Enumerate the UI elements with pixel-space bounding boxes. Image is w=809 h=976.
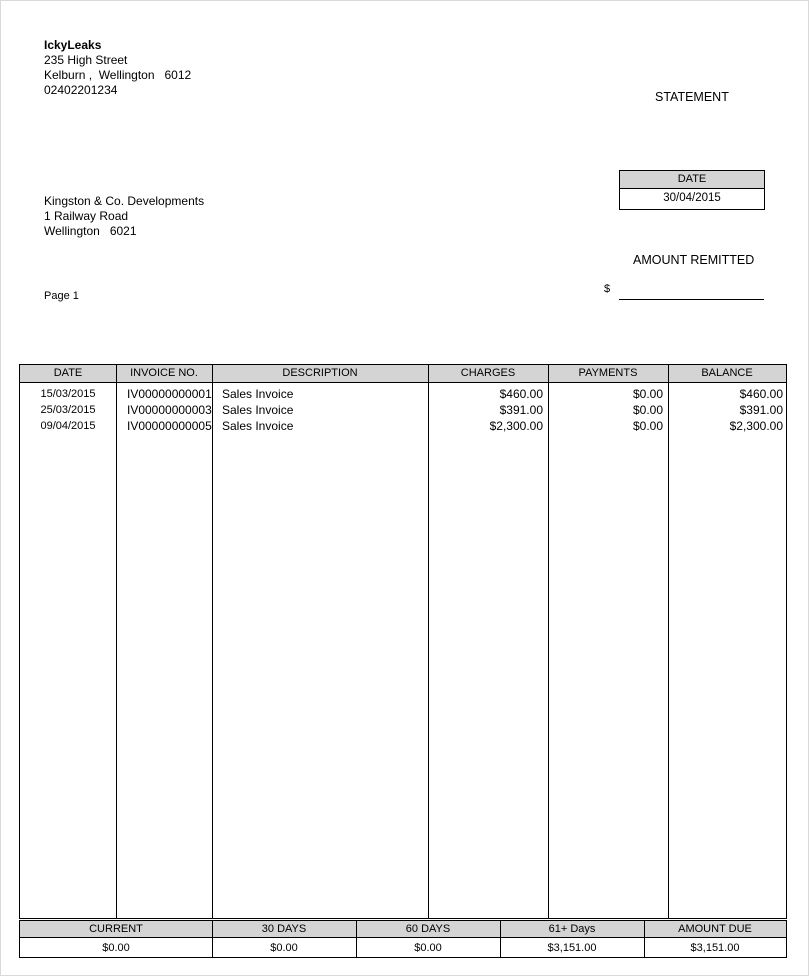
- aging-value-amount-due: $3,151.00: [690, 942, 740, 954]
- sender-name: IckyLeaks: [44, 38, 102, 52]
- row-date: 25/03/2015: [40, 404, 96, 416]
- transactions-table: [19, 364, 787, 919]
- recipient-city: Wellington 6021: [44, 224, 137, 238]
- row-charges: $391.00: [499, 403, 543, 417]
- amount-remitted-line: [619, 299, 764, 300]
- table-row: [20, 386, 786, 402]
- aging-header-60: 60 DAYS: [356, 921, 500, 938]
- sender-phone: 02402201234: [44, 83, 118, 97]
- recipient-street: 1 Railway Road: [44, 209, 129, 223]
- row-payments: $0.00: [632, 403, 663, 417]
- header-invoice: INVOICE NO.: [130, 367, 198, 379]
- aging-summary: [19, 920, 787, 958]
- table-row: [20, 402, 786, 418]
- row-charges: $2,300.00: [489, 419, 543, 433]
- header-date: DATE: [53, 367, 83, 379]
- row-description: Sales Invoice: [222, 387, 294, 401]
- column-divider: [212, 365, 213, 918]
- sender-city: Kelburn , Wellington 6012: [44, 68, 192, 82]
- amount-remitted-label: AMOUNT REMITTED: [633, 253, 755, 267]
- date-box-value: 30/04/2015: [663, 192, 721, 204]
- aging-value-30: $0.00: [270, 942, 298, 954]
- column-divider: [668, 365, 669, 918]
- row-invoice: IV00000000005: [127, 419, 212, 433]
- statement-title: STATEMENT: [655, 90, 729, 104]
- recipient-address: [44, 194, 204, 239]
- aging-value-current: $0.00: [102, 942, 130, 954]
- row-description: Sales Invoice: [222, 403, 294, 417]
- row-invoice: IV00000000003: [127, 403, 212, 417]
- table-row: [20, 418, 786, 434]
- date-box-label: DATE: [620, 171, 764, 189]
- row-balance: $2,300.00: [729, 419, 783, 433]
- statement-date-box: [619, 170, 765, 210]
- aging-value-60: $0.00: [414, 942, 442, 954]
- header-description: DESCRIPTION: [282, 367, 358, 379]
- row-charges: $460.00: [499, 387, 543, 401]
- column-divider: [548, 365, 549, 918]
- currency-symbol: $: [604, 283, 611, 295]
- row-payments: $0.00: [632, 419, 663, 433]
- column-divider: [428, 365, 429, 918]
- sender-address: [44, 38, 191, 98]
- aging-header-current: CURRENT: [20, 921, 212, 938]
- row-balance: $460.00: [739, 387, 783, 401]
- table-header: [20, 365, 786, 383]
- row-payments: $0.00: [632, 387, 663, 401]
- row-date: 09/04/2015: [40, 420, 96, 432]
- aging-header-61plus: 61+ Days: [500, 921, 644, 938]
- aging-header-amount-due: AMOUNT DUE: [644, 921, 786, 938]
- header-charges: CHARGES: [460, 367, 516, 379]
- sender-street: 235 High Street: [44, 53, 128, 67]
- aging-value-61plus: $3,151.00: [547, 942, 597, 954]
- column-divider: [116, 365, 117, 918]
- row-invoice: IV00000000001: [127, 387, 212, 401]
- row-description: Sales Invoice: [222, 419, 294, 433]
- page-number: Page 1: [44, 290, 79, 302]
- aging-header-30: 30 DAYS: [212, 921, 356, 938]
- row-date: 15/03/2015: [40, 388, 96, 400]
- header-balance: BALANCE: [701, 367, 753, 379]
- header-payments: PAYMENTS: [578, 367, 638, 379]
- row-balance: $391.00: [739, 403, 783, 417]
- recipient-name: Kingston & Co. Developments: [44, 194, 205, 208]
